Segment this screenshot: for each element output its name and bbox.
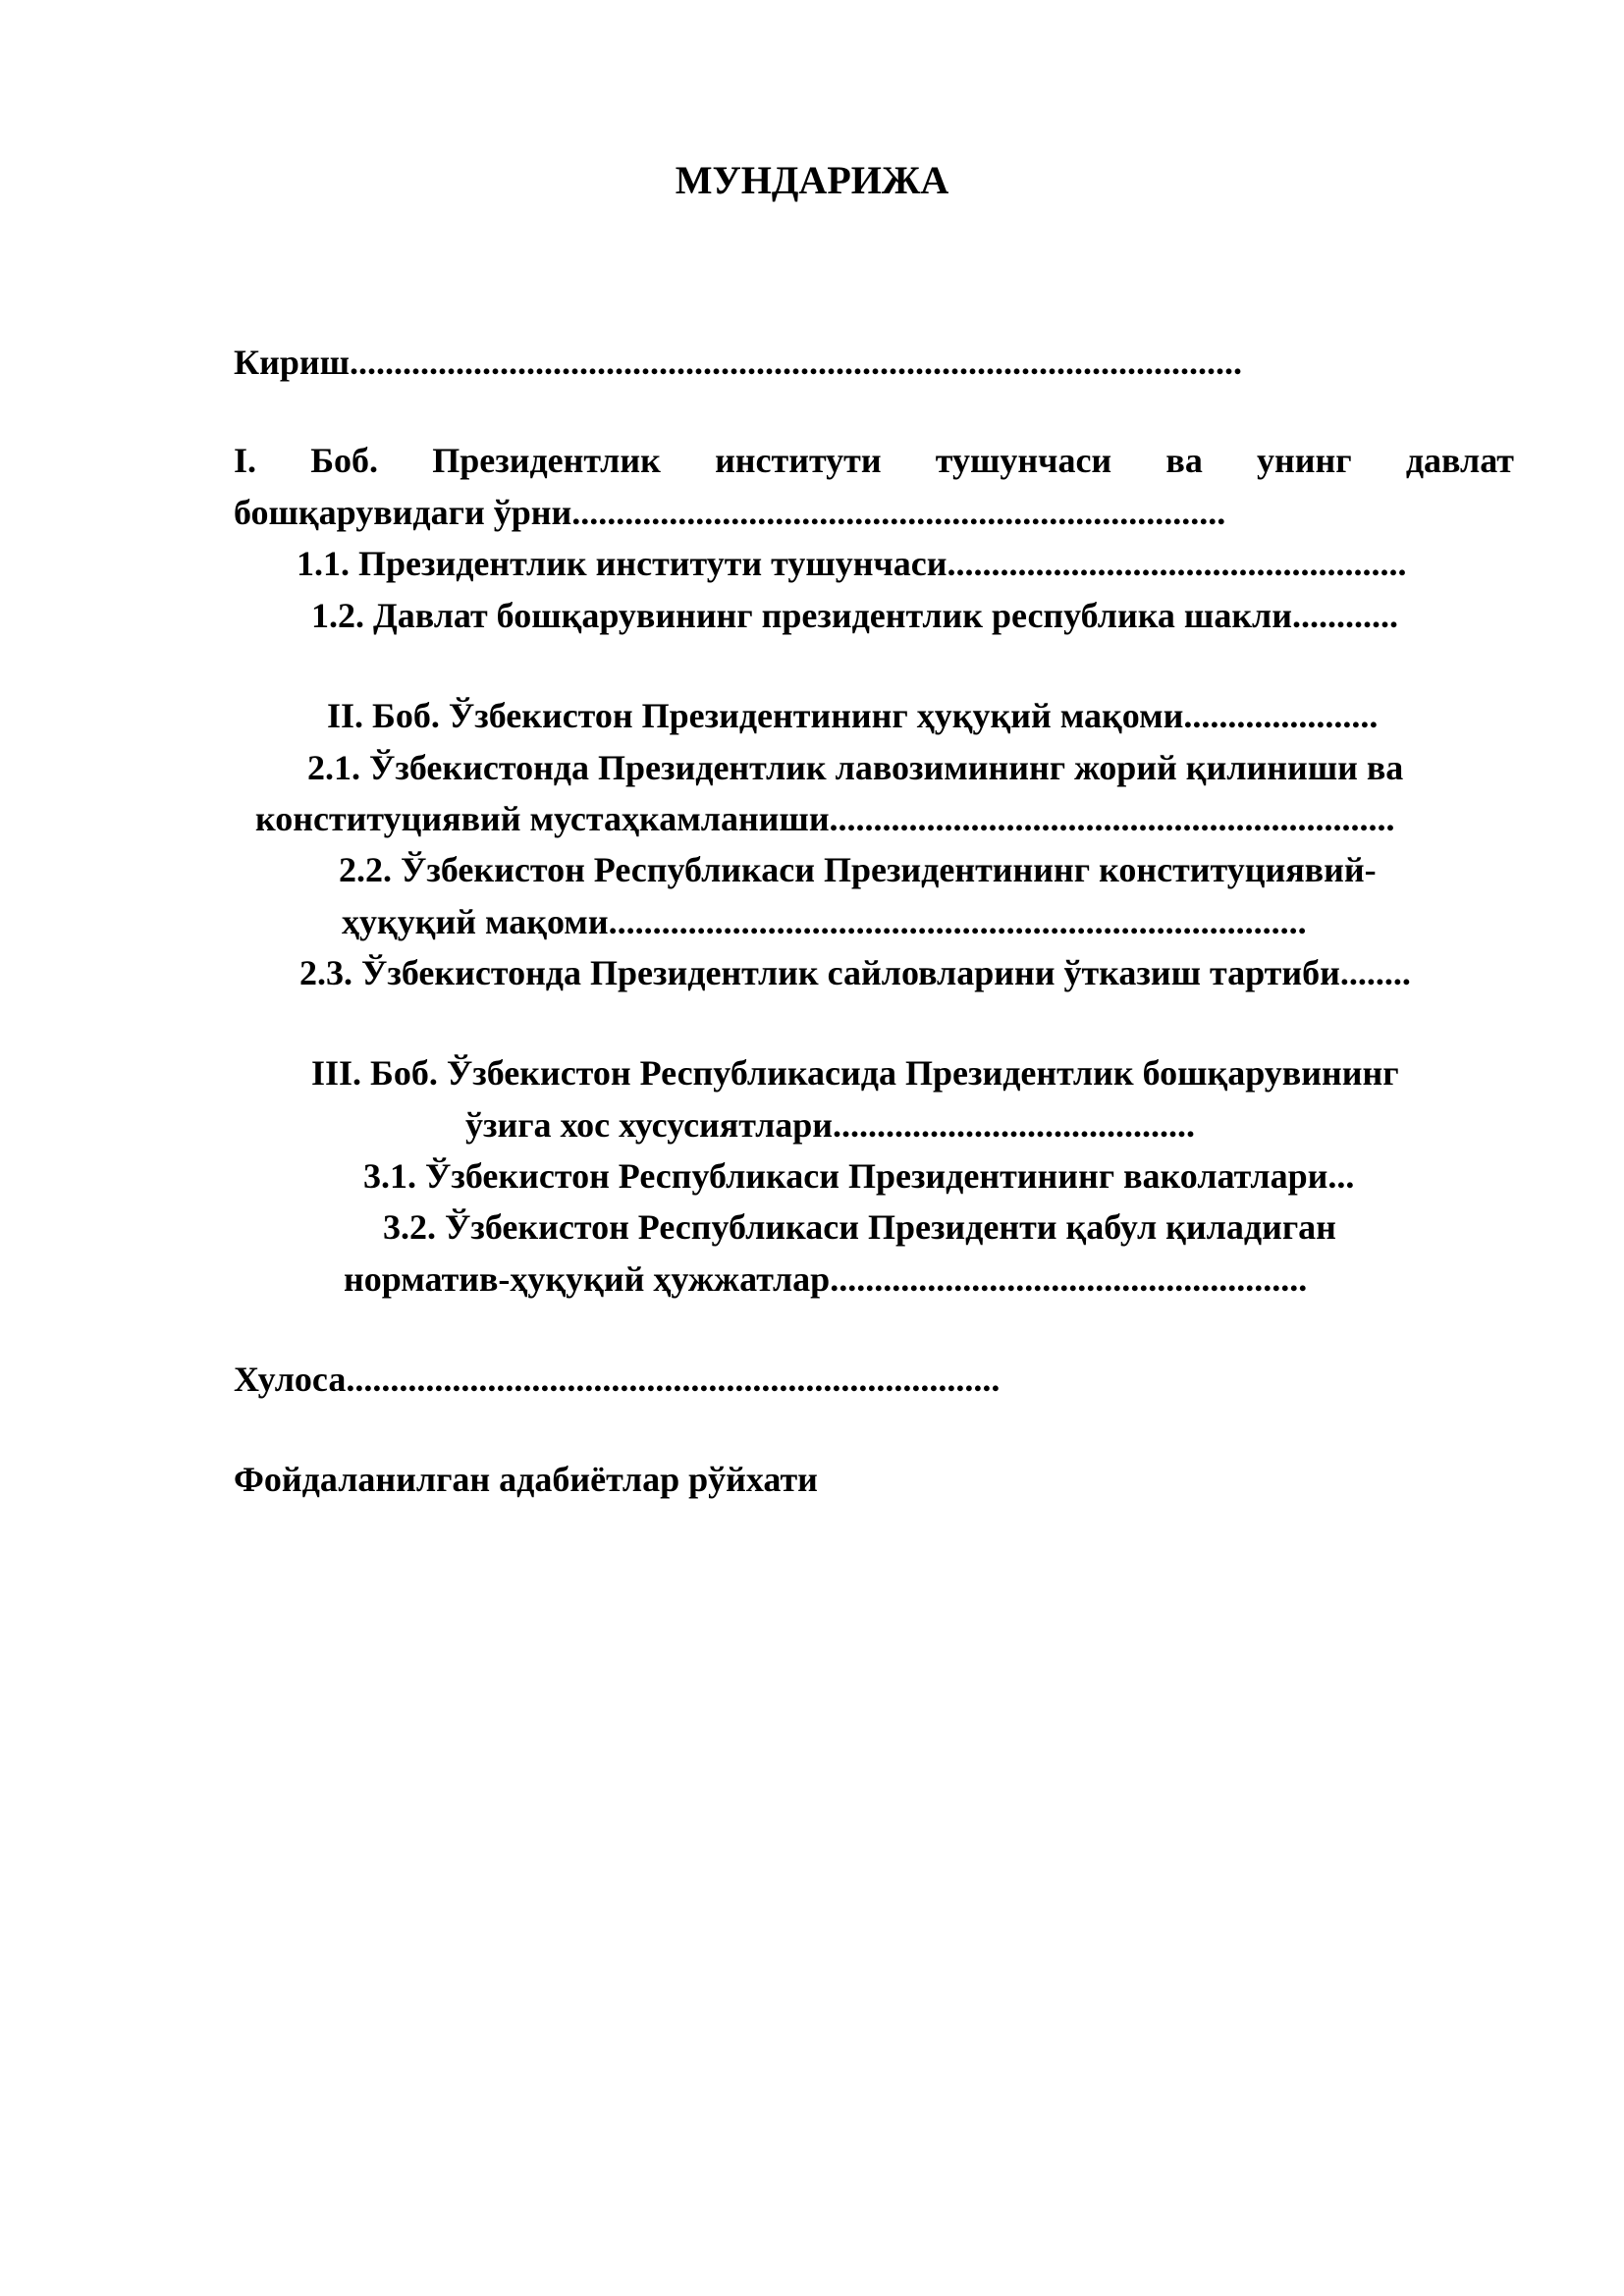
toc-chapter-1-word: I.	[234, 441, 257, 480]
toc-entry-conclusion: Хулоса..........................................................................	[234, 1360, 1001, 1399]
toc-chapter-3-title-line-2: ўзига хос хусусиятлари.........................................	[465, 1105, 1196, 1145]
toc-entry-references: Фойдаланилган адабиётлар рўйхати	[234, 1460, 818, 1499]
page-title: МУНДАРИЖА	[675, 158, 949, 202]
toc-chapter-1-word: тушунчаси	[935, 441, 1112, 480]
toc-section-1-2: 1.2. Давлат бошқарувининг президентлик республика шакли............	[311, 596, 1398, 635]
toc-section-3-2-line-2: норматив-ҳуқуқий ҳужжатлар......................................................	[344, 1259, 1308, 1299]
toc-section-2-1-line-1: 2.1. Ўзбекистонда Президентлик лавозимининг жорий қилиниши ва	[307, 748, 1404, 787]
toc-chapter-1-word: унинг	[1257, 441, 1352, 480]
toc-chapter-1-word: Президентлик	[432, 441, 661, 480]
toc-chapter-1-word: институти	[715, 441, 882, 480]
toc-section-2-1-line-2: конституциявий мустаҳкамланиши................................................................	[255, 799, 1395, 838]
toc-entry-intro: Кириш.....................................................................................................	[234, 343, 1243, 382]
toc-section-3-1: 3.1. Ўзбекистон Республикаси Президентининг ваколатлари...	[363, 1156, 1355, 1196]
toc-chapter-1-word: давлат	[1405, 441, 1514, 480]
toc-section-3-2-line-1: 3.2. Ўзбекистон Республикаси Президенти қабул қиладиган	[383, 1207, 1336, 1247]
toc-section-2-3: 2.3. Ўзбекистонда Президентлик сайловларини ўтказиш тартиби........	[299, 953, 1411, 992]
toc-chapter-1-line-1	[234, 439, 1514, 482]
toc-chapter-1-word: Боб.	[310, 441, 379, 480]
toc-section-1-1: 1.1. Президентлик институти тушунчаси....................................................	[297, 544, 1407, 583]
toc-chapter-2-title: II. Боб. Ўзбекистон Президентининг ҳуқуқий мақоми......................	[327, 696, 1379, 735]
toc-section-2-2-line-2: ҳуқуқий мақоми...............................................................................	[342, 902, 1307, 941]
toc-chapter-1-word: ва	[1165, 441, 1203, 480]
toc-section-2-2-line-1: 2.2. Ўзбекистон Республикаси Президентининг конституциявий-	[339, 850, 1377, 889]
toc-chapter-3-title-line-1: III. Боб. Ўзбекистон Республикасида Президентлик бошқарувининг	[311, 1053, 1399, 1093]
toc-chapter-1-line-2: бошқарувидаги ўрни..........................................................................	[234, 493, 1226, 532]
